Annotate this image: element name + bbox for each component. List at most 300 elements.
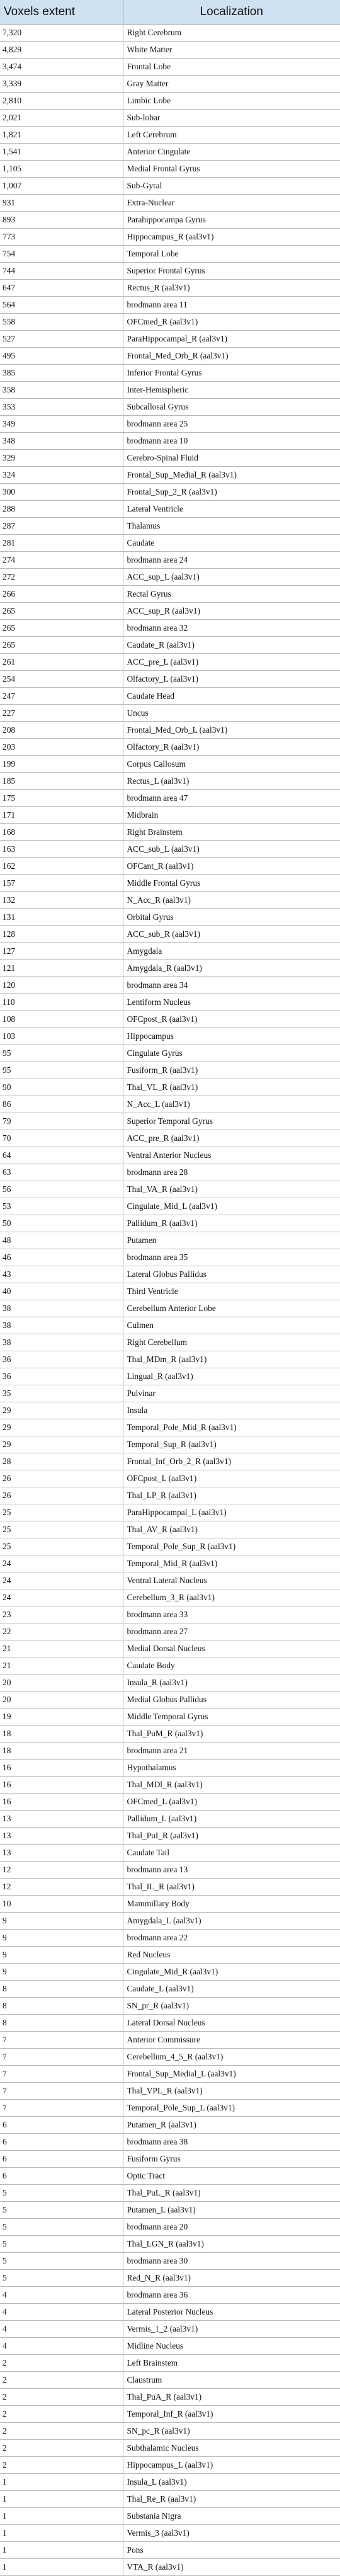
- table-row: [0, 1709, 340, 1726]
- voxels-extent-cell: 163: [0, 841, 123, 858]
- voxels-extent-cell: 120: [0, 977, 123, 994]
- localization-cell: Thal_Re_R (aal3v1): [123, 2491, 340, 2508]
- voxels-extent-cell: 25: [0, 1521, 123, 1538]
- voxels-extent-cell: 64: [0, 1147, 123, 1164]
- voxels-extent-cell: 527: [0, 331, 123, 348]
- voxels-extent-cell: 2: [0, 2389, 123, 2406]
- table-row: [0, 2525, 340, 2542]
- voxels-extent-cell: 22: [0, 1623, 123, 1640]
- localization-cell: Caudate Tail: [123, 1845, 340, 1862]
- localization-cell: Lateral Dorsal Nucleus: [123, 2015, 340, 2032]
- voxels-extent-cell: 1,541: [0, 144, 123, 161]
- voxels-extent-cell: 40: [0, 1283, 123, 1300]
- voxels-extent-cell: 6: [0, 2168, 123, 2185]
- table-row: [0, 2287, 340, 2304]
- table-row: [0, 2015, 340, 2032]
- voxels-extent-cell: 38: [0, 1334, 123, 1351]
- table-row: [0, 1062, 340, 1079]
- localization-cell: ACC_sub_R (aal3v1): [123, 926, 340, 943]
- localization-cell: OFCpost_L (aal3v1): [123, 1470, 340, 1487]
- voxels-extent-cell: 26: [0, 1470, 123, 1487]
- table-row: [0, 1947, 340, 1964]
- localization-cell: Gray Matter: [123, 76, 340, 93]
- voxels-extent-cell: 6: [0, 2151, 123, 2168]
- voxels-extent-cell: 203: [0, 739, 123, 756]
- voxels-extent-cell: 1: [0, 2559, 123, 2576]
- localization-cell: Medial Dorsal Nucleus: [123, 1640, 340, 1657]
- table-row: [0, 1504, 340, 1521]
- localization-cell: Substania Nigra: [123, 2508, 340, 2525]
- localization-cell: Insula_R (aal3v1): [123, 1674, 340, 1692]
- column-header-voxels-extent: Voxels extent: [0, 0, 123, 25]
- table-row: [0, 1385, 340, 1402]
- localization-cell: Insula: [123, 1402, 340, 1419]
- localization-cell: Optic Tract: [123, 2168, 340, 2185]
- table-row: [0, 348, 340, 365]
- localization-cell: SN_pc_R (aal3v1): [123, 2423, 340, 2440]
- table-row: [0, 722, 340, 739]
- voxels-extent-cell: 2: [0, 2423, 123, 2440]
- voxels-extent-cell: 254: [0, 671, 123, 688]
- table-row: [0, 1130, 340, 1147]
- table-row: [0, 246, 340, 263]
- localization-cell: Lateral Posterior Nucleus: [123, 2304, 340, 2321]
- table-row: [0, 1368, 340, 1385]
- table-row: [0, 382, 340, 399]
- voxels-extent-cell: 95: [0, 1062, 123, 1079]
- table-row: [0, 331, 340, 348]
- localization-cell: Subcallosal Gyrus: [123, 399, 340, 416]
- table-row: [0, 25, 340, 42]
- table-row: [0, 2219, 340, 2236]
- voxels-extent-cell: 5: [0, 2185, 123, 2202]
- voxels-extent-cell: 564: [0, 297, 123, 314]
- table-row: [0, 994, 340, 1011]
- table-row: [0, 858, 340, 875]
- table-row: [0, 518, 340, 535]
- voxels-extent-cell: 274: [0, 552, 123, 569]
- voxels-extent-cell: 1: [0, 2491, 123, 2508]
- table-row: [0, 688, 340, 705]
- voxels-extent-cell: 2,021: [0, 110, 123, 127]
- table-row: [0, 2083, 340, 2100]
- table-row: [0, 569, 340, 586]
- localization-cell: Superior Frontal Gyrus: [123, 263, 340, 280]
- table-body: [0, 25, 340, 2576]
- voxels-extent-cell: 18: [0, 1726, 123, 1743]
- table-row: [0, 59, 340, 76]
- voxels-extent-cell: 20: [0, 1674, 123, 1692]
- table-row: [0, 739, 340, 756]
- voxels-extent-cell: 127: [0, 943, 123, 960]
- voxels-extent-cell: 348: [0, 433, 123, 450]
- localization-cell: brodmann area 36: [123, 2287, 340, 2304]
- localization-cell: Caudate_R (aal3v1): [123, 637, 340, 654]
- voxels-extent-cell: 131: [0, 909, 123, 926]
- table-row: [0, 212, 340, 229]
- localization-cell: Temporal_Pole_Mid_R (aal3v1): [123, 1419, 340, 1436]
- table-row: [0, 93, 340, 110]
- voxels-extent-cell: 2: [0, 2457, 123, 2474]
- localization-cell: Fusiform_R (aal3v1): [123, 1062, 340, 1079]
- table-row: [0, 1521, 340, 1538]
- column-header-localization: Localization: [123, 0, 340, 25]
- table-row: [0, 2542, 340, 2559]
- voxels-extent-cell: 385: [0, 365, 123, 382]
- table-row: [0, 620, 340, 637]
- localization-cell: Orbital Gyrus: [123, 909, 340, 926]
- localization-cell: Lentiform Nucleus: [123, 994, 340, 1011]
- localization-cell: Thal_LGN_R (aal3v1): [123, 2236, 340, 2253]
- table-row: [0, 1283, 340, 1300]
- voxels-extent-cell: 26: [0, 1487, 123, 1504]
- localization-cell: Lingual_R (aal3v1): [123, 1368, 340, 1385]
- table-row: [0, 2559, 340, 2576]
- localization-cell: Thal_MDl_R (aal3v1): [123, 1777, 340, 1794]
- localization-cell: Insula_L (aal3v1): [123, 2474, 340, 2491]
- voxels-extent-cell: 3,339: [0, 76, 123, 93]
- voxels-extent-cell: 162: [0, 858, 123, 875]
- voxels-extent-cell: 70: [0, 1130, 123, 1147]
- table-row: [0, 1998, 340, 2015]
- localization-cell: Left Cerebrum: [123, 127, 340, 144]
- voxels-extent-cell: 4: [0, 2338, 123, 2355]
- table-row: [0, 1692, 340, 1709]
- table-row: [0, 2134, 340, 2151]
- table-row: [0, 2406, 340, 2423]
- localization-cell: Red Nucleus: [123, 1947, 340, 1964]
- localization-cell: Rectus_L (aal3v1): [123, 773, 340, 790]
- localization-cell: brodmann area 10: [123, 433, 340, 450]
- voxels-extent-cell: 8: [0, 1981, 123, 1998]
- table-row: [0, 1794, 340, 1811]
- voxels-extent-cell: 265: [0, 637, 123, 654]
- voxels-extent-cell: 29: [0, 1419, 123, 1436]
- voxels-extent-cell: 358: [0, 382, 123, 399]
- voxels-extent-cell: 495: [0, 348, 123, 365]
- table-row: [0, 960, 340, 977]
- voxels-extent-cell: 6: [0, 2134, 123, 2151]
- voxels-extent-cell: 6: [0, 2117, 123, 2134]
- table-row: [0, 2508, 340, 2525]
- voxels-extent-cell: 43: [0, 1266, 123, 1283]
- voxels-extent-cell: 5: [0, 2270, 123, 2287]
- localization-cell: Putamen_L (aal3v1): [123, 2202, 340, 2219]
- table-row: [0, 1623, 340, 1640]
- table-row: [0, 705, 340, 722]
- table-row: [0, 2066, 340, 2083]
- localization-cell: Caudate_L (aal3v1): [123, 1981, 340, 1998]
- voxels-extent-cell: 558: [0, 314, 123, 331]
- voxels-extent-cell: 16: [0, 1794, 123, 1811]
- voxels-extent-cell: 4,829: [0, 42, 123, 59]
- localization-cell: Temporal_Pole_Sup_L (aal3v1): [123, 2100, 340, 2117]
- localization-cell: Cerebellum Anterior Lobe: [123, 1300, 340, 1317]
- voxels-extent-cell: 8: [0, 1998, 123, 2015]
- localization-cell: OFCmed_R (aal3v1): [123, 314, 340, 331]
- voxels-extent-cell: 103: [0, 1028, 123, 1045]
- localization-cell: N_Acc_R (aal3v1): [123, 892, 340, 909]
- localization-cell: Subthalamic Nucleus: [123, 2440, 340, 2457]
- voxels-extent-cell: 121: [0, 960, 123, 977]
- table-row: [0, 2253, 340, 2270]
- localization-cell: Pallidum_R (aal3v1): [123, 1215, 340, 1232]
- table-row: [0, 841, 340, 858]
- localization-cell: Hippocampus_L (aal3v1): [123, 2457, 340, 2474]
- localization-cell: Middle Temporal Gyrus: [123, 1709, 340, 1726]
- localization-cell: OFCmed_L (aal3v1): [123, 1794, 340, 1811]
- voxels-extent-cell: 2: [0, 2355, 123, 2372]
- voxels-extent-cell: 168: [0, 824, 123, 841]
- voxels-extent-cell: 36: [0, 1368, 123, 1385]
- voxels-extent-cell: 24: [0, 1555, 123, 1572]
- voxels-extent-cell: 5: [0, 2236, 123, 2253]
- voxels-extent-cell: 35: [0, 1385, 123, 1402]
- voxels-extent-cell: 24: [0, 1589, 123, 1606]
- table-row: [0, 1470, 340, 1487]
- localization-cell: Cerebro-Spinal Fluid: [123, 450, 340, 467]
- localization-cell: ACC_sup_L (aal3v1): [123, 569, 340, 586]
- voxels-extent-cell: 1,007: [0, 178, 123, 195]
- table-row: [0, 1419, 340, 1436]
- voxels-extent-cell: 128: [0, 926, 123, 943]
- localization-cell: Cingulate_Mid_R (aal3v1): [123, 1964, 340, 1981]
- table-row: [0, 654, 340, 671]
- voxels-extent-cell: 25: [0, 1538, 123, 1555]
- localization-cell: brodmann area 28: [123, 1164, 340, 1181]
- table-row: [0, 1879, 340, 1896]
- voxels-extent-cell: 16: [0, 1777, 123, 1794]
- localization-cell: Cerebellum_4_5_R (aal3v1): [123, 2049, 340, 2066]
- voxels-extent-cell: 53: [0, 1198, 123, 1215]
- localization-cell: brodmann area 47: [123, 790, 340, 807]
- table-row: [0, 1896, 340, 1913]
- localization-cell: brodmann area 21: [123, 1743, 340, 1760]
- localization-cell: Putamen: [123, 1232, 340, 1249]
- table-row: [0, 2117, 340, 2134]
- voxels-extent-cell: 5: [0, 2253, 123, 2270]
- localization-cell: Amygdala_R (aal3v1): [123, 960, 340, 977]
- localization-cell: Right Cerebellum: [123, 1334, 340, 1351]
- table-row: [0, 773, 340, 790]
- table-row: [0, 1538, 340, 1555]
- voxels-extent-cell: 7: [0, 2032, 123, 2049]
- localization-cell: Rectus_R (aal3v1): [123, 280, 340, 297]
- voxels-extent-cell: 108: [0, 1011, 123, 1028]
- table-row: [0, 161, 340, 178]
- table-row: [0, 433, 340, 450]
- voxels-extent-cell: 227: [0, 705, 123, 722]
- table-row: [0, 1487, 340, 1504]
- table-row: [0, 2304, 340, 2321]
- localization-cell: Temporal_Inf_R (aal3v1): [123, 2406, 340, 2423]
- localization-cell: Caudate Body: [123, 1657, 340, 1674]
- voxels-extent-cell: 9: [0, 1947, 123, 1964]
- table-row: [0, 1436, 340, 1453]
- localization-cell: Temporal_Sup_R (aal3v1): [123, 1436, 340, 1453]
- localization-cell: Red_N_R (aal3v1): [123, 2270, 340, 2287]
- localization-cell: Frontal_Sup_Medial_R (aal3v1): [123, 467, 340, 484]
- table-row: [0, 2457, 340, 2474]
- table-row: [0, 1657, 340, 1674]
- voxels-extent-cell: 16: [0, 1760, 123, 1777]
- localization-cell: Inferior Frontal Gyrus: [123, 365, 340, 382]
- localization-cell: Thal_VA_R (aal3v1): [123, 1181, 340, 1198]
- voxels-extent-cell: 12: [0, 1879, 123, 1896]
- table-row: [0, 756, 340, 773]
- voxels-extent-cell: 9: [0, 1930, 123, 1947]
- voxels-extent-cell: 4: [0, 2287, 123, 2304]
- voxels-extent-cell: 23: [0, 1606, 123, 1623]
- localization-cell: Vermis_1_2 (aal3v1): [123, 2321, 340, 2338]
- voxels-extent-cell: 647: [0, 280, 123, 297]
- voxels-extent-cell: 1: [0, 2525, 123, 2542]
- localization-cell: brodmann area 35: [123, 1249, 340, 1266]
- localization-cell: Temporal_Mid_R (aal3v1): [123, 1555, 340, 1572]
- localization-cell: Midbrain: [123, 807, 340, 824]
- voxels-extent-cell: 744: [0, 263, 123, 280]
- table-row: [0, 2389, 340, 2406]
- table-row: [0, 892, 340, 909]
- table-row: [0, 2185, 340, 2202]
- voxels-extent-cell: 324: [0, 467, 123, 484]
- voxels-extent-cell: 24: [0, 1572, 123, 1589]
- table-row: [0, 1726, 340, 1743]
- voxels-extent-cell: 281: [0, 535, 123, 552]
- voxels-extent-cell: 931: [0, 195, 123, 212]
- voxels-extent-cell: 56: [0, 1181, 123, 1198]
- localization-cell: Cerebellum_3_R (aal3v1): [123, 1589, 340, 1606]
- table-row: [0, 2474, 340, 2491]
- table-row: [0, 2355, 340, 2372]
- localization-cell: Pulvinar: [123, 1385, 340, 1402]
- table-row: [0, 586, 340, 603]
- voxels-extent-cell: 266: [0, 586, 123, 603]
- voxels-extent-cell: 4: [0, 2321, 123, 2338]
- table-row: [0, 1555, 340, 1572]
- table-row: [0, 42, 340, 59]
- localization-cell: brodmann area 25: [123, 416, 340, 433]
- localization-cell: ParaHippocampal_L (aal3v1): [123, 1504, 340, 1521]
- table-row: [0, 943, 340, 960]
- table-row: [0, 909, 340, 926]
- table-row: [0, 1351, 340, 1368]
- table-row: [0, 1215, 340, 1232]
- localization-cell: brodmann area 34: [123, 977, 340, 994]
- voxels-extent-cell: 7: [0, 2049, 123, 2066]
- voxels-extent-cell: 7,320: [0, 25, 123, 42]
- table-row: [0, 467, 340, 484]
- voxels-extent-cell: 5: [0, 2202, 123, 2219]
- voxels-extent-cell: 754: [0, 246, 123, 263]
- voxels-extent-cell: 353: [0, 399, 123, 416]
- voxels-extent-cell: 261: [0, 654, 123, 671]
- voxels-extent-cell: 2: [0, 2372, 123, 2389]
- voxels-extent-cell: 208: [0, 722, 123, 739]
- localization-cell: brodmann area 13: [123, 1862, 340, 1879]
- localization-cell: brodmann area 33: [123, 1606, 340, 1623]
- localization-cell: Lateral Globus Pallidus: [123, 1266, 340, 1283]
- voxels-extent-cell: 12: [0, 1862, 123, 1879]
- table-row: [0, 1164, 340, 1181]
- voxels-extent-cell: 90: [0, 1079, 123, 1096]
- voxels-extent-cell: 3,474: [0, 59, 123, 76]
- table-row: [0, 1981, 340, 1998]
- voxels-extent-cell: 95: [0, 1045, 123, 1062]
- voxels-extent-cell: 300: [0, 484, 123, 501]
- localization-cell: Amygdala_L (aal3v1): [123, 1913, 340, 1930]
- voxels-extent-cell: 7: [0, 2083, 123, 2100]
- table-row: [0, 535, 340, 552]
- voxels-extent-cell: 29: [0, 1402, 123, 1419]
- localization-cell: Thal_VPL_R (aal3v1): [123, 2083, 340, 2100]
- voxels-extent-cell: 38: [0, 1317, 123, 1334]
- localization-cell: OFCpost_R (aal3v1): [123, 1011, 340, 1028]
- voxels-extent-cell: 79: [0, 1113, 123, 1130]
- table-row: [0, 1249, 340, 1266]
- localization-cell: Limbic Lobe: [123, 93, 340, 110]
- localization-cell: White Matter: [123, 42, 340, 59]
- table-row: [0, 1913, 340, 1930]
- voxels-extent-cell: 1: [0, 2542, 123, 2559]
- table-row: [0, 637, 340, 654]
- localization-cell: Inter-Hemispheric: [123, 382, 340, 399]
- localization-cell: Putamen_R (aal3v1): [123, 2117, 340, 2134]
- localization-cell: Vermis_3 (aal3v1): [123, 2525, 340, 2542]
- voxels-extent-cell: 29: [0, 1436, 123, 1453]
- table-row: [0, 1045, 340, 1062]
- table-row: [0, 1232, 340, 1249]
- table-row: [0, 671, 340, 688]
- localization-cell: Ventral Anterior Nucleus: [123, 1147, 340, 1164]
- localization-cell: brodmann area 27: [123, 1623, 340, 1640]
- localization-cell: Right Brainstem: [123, 824, 340, 841]
- voxels-extent-cell: 36: [0, 1351, 123, 1368]
- table-row: [0, 2423, 340, 2440]
- header-row: [0, 0, 340, 25]
- voxels-extent-cell: 18: [0, 1743, 123, 1760]
- localization-cell: ACC_sup_R (aal3v1): [123, 603, 340, 620]
- voxels-extent-cell: 21: [0, 1657, 123, 1674]
- table-row: [0, 1845, 340, 1862]
- voxels-extent-cell: 132: [0, 892, 123, 909]
- table-row: [0, 263, 340, 280]
- table-row: [0, 1743, 340, 1760]
- localization-cell: Temporal_Pole_Sup_R (aal3v1): [123, 1538, 340, 1555]
- table-row: [0, 1147, 340, 1164]
- localization-cell: Anterior Cingulate: [123, 144, 340, 161]
- localization-cell: Thal_MDm_R (aal3v1): [123, 1351, 340, 1368]
- voxels-extent-cell: 10: [0, 1896, 123, 1913]
- localization-cell: Fusiform Gyrus: [123, 2151, 340, 2168]
- localization-cell: Lateral Ventricle: [123, 501, 340, 518]
- localization-cell: Anterior Commissure: [123, 2032, 340, 2049]
- voxels-extent-cell: 38: [0, 1300, 123, 1317]
- voxels-extent-cell: 7: [0, 2066, 123, 2083]
- localization-cell: Frontal Lobe: [123, 59, 340, 76]
- table-row: [0, 1862, 340, 1879]
- localization-cell: ParaHippocampal_R (aal3v1): [123, 331, 340, 348]
- localization-cell: Caudate: [123, 535, 340, 552]
- localization-cell: Midline Nucleus: [123, 2338, 340, 2355]
- table-row: [0, 1402, 340, 1419]
- table-row: [0, 229, 340, 246]
- table-row: [0, 2321, 340, 2338]
- table-row: [0, 2236, 340, 2253]
- localization-cell: Extra-Nuclear: [123, 195, 340, 212]
- table-row: [0, 2372, 340, 2389]
- table-row: [0, 450, 340, 467]
